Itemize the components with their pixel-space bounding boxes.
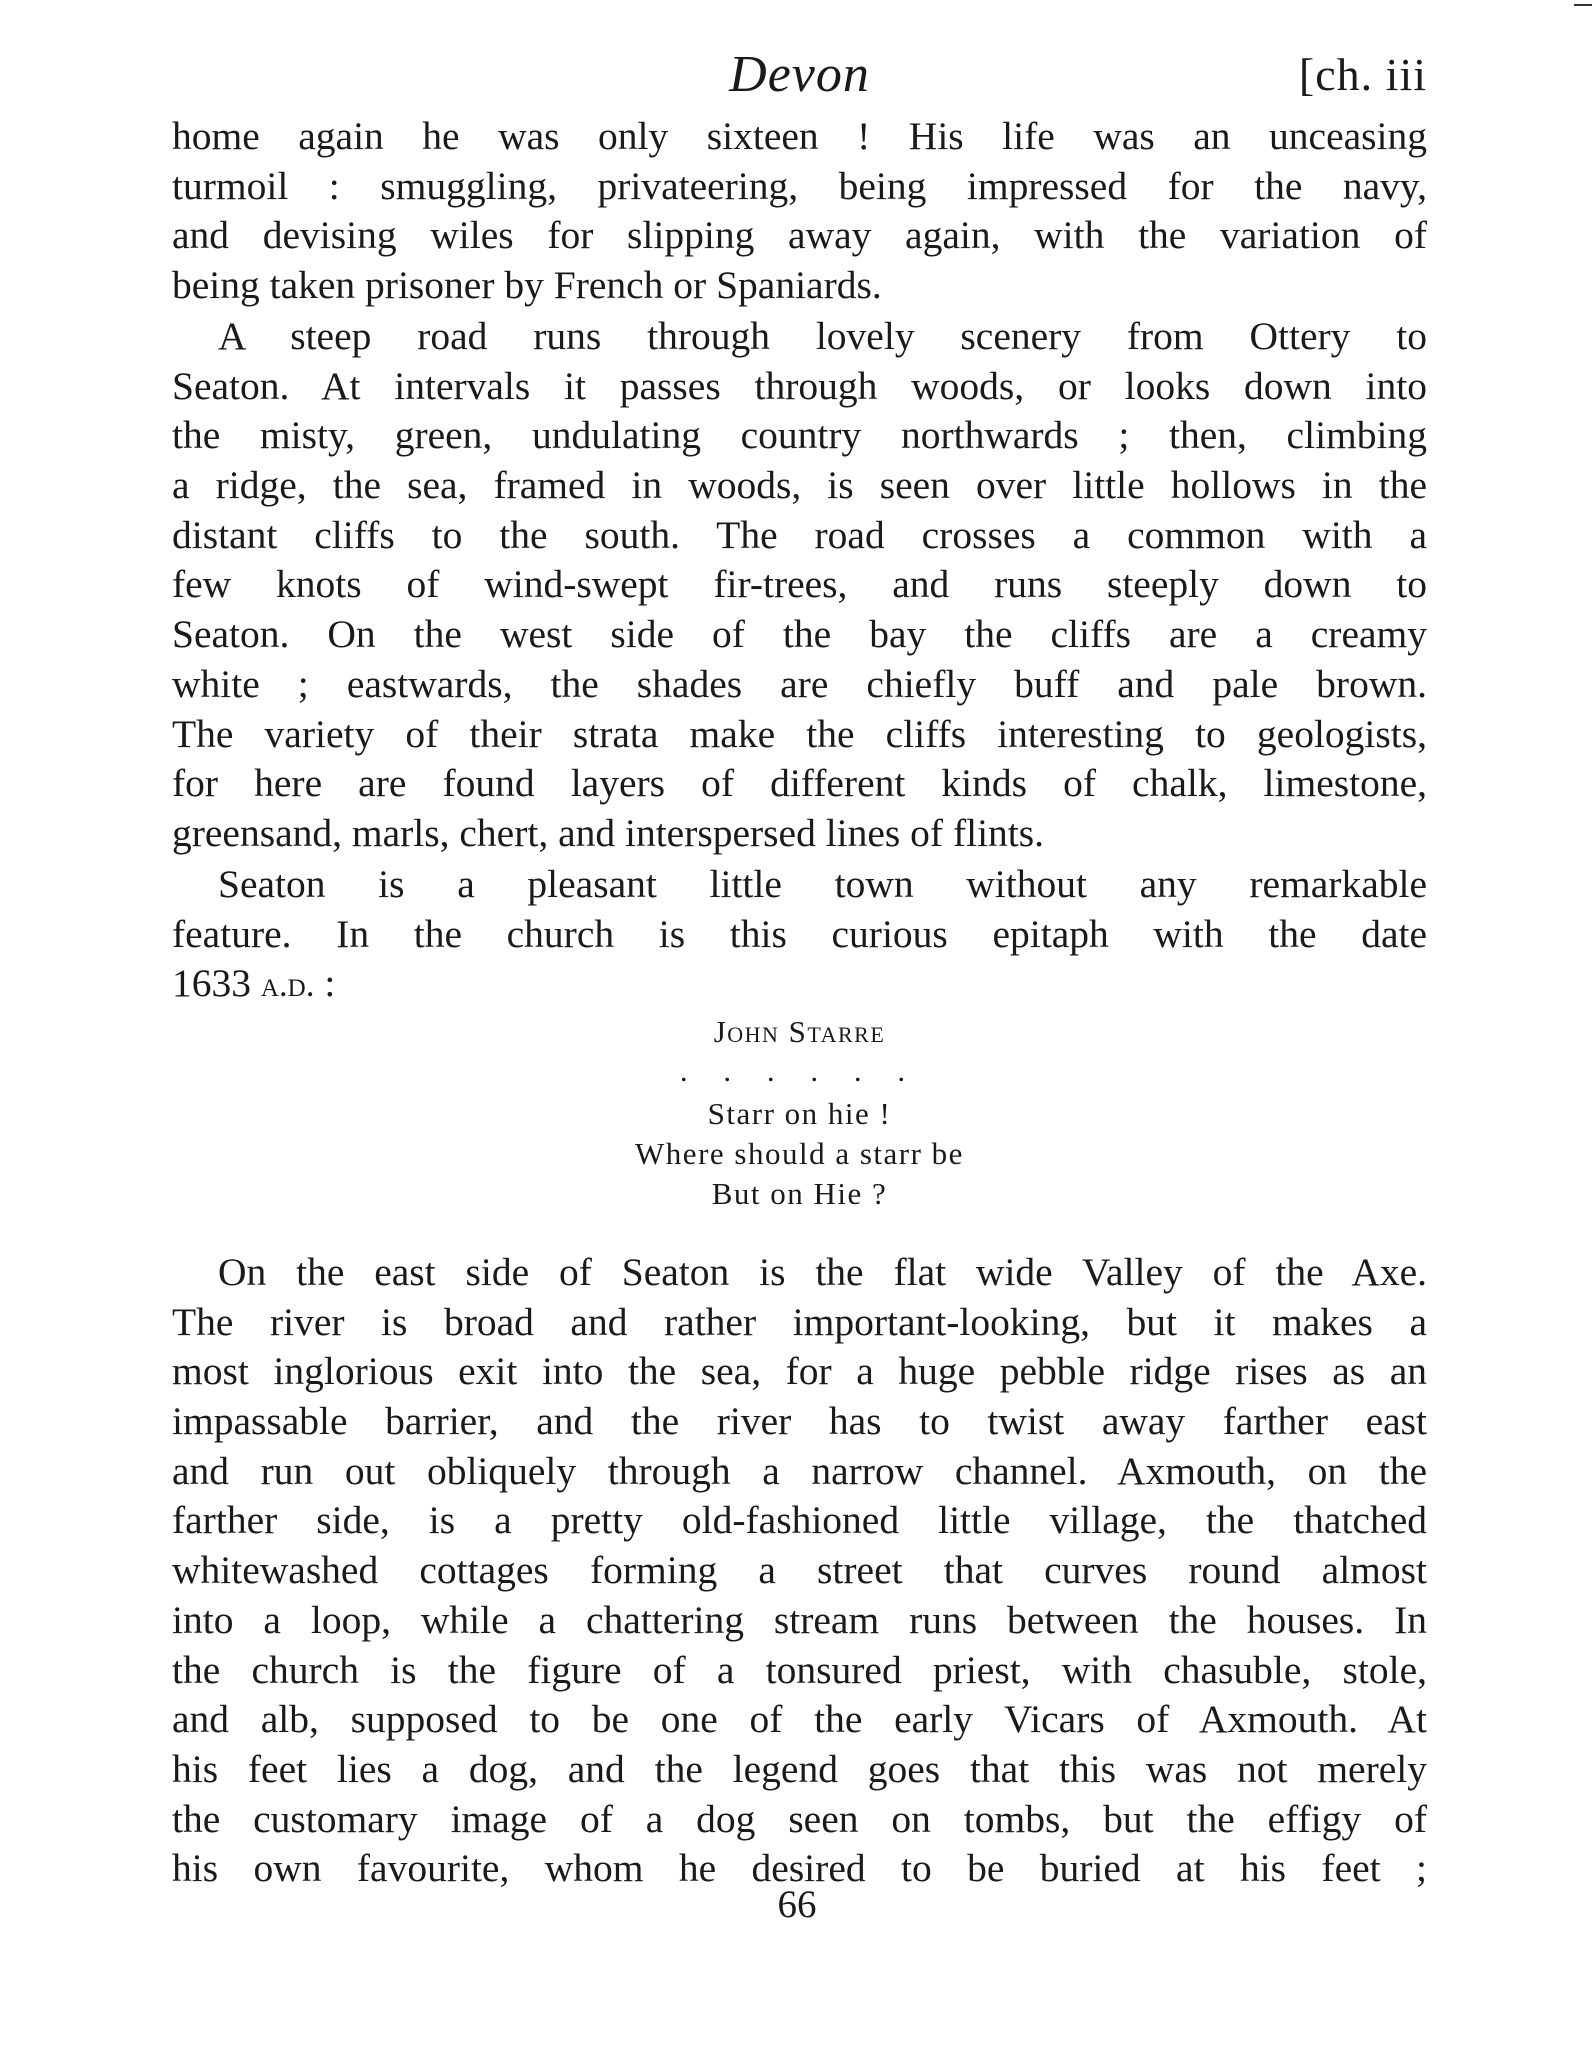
- text-line: distant cliffs to the south. The road crosses a common with a: [172, 512, 1427, 557]
- text-line: white ; eastwards, the shades are chiefly buff and pale brown.: [172, 661, 1427, 706]
- text-line: his feet lies a dog, and the legend goes that this was not merely: [172, 1746, 1427, 1791]
- text-line: for here are found layers of different kinds of chalk, limestone,: [172, 761, 1427, 806]
- page-number: 66: [777, 1883, 817, 1926]
- text-line: the customary image of a dog seen on tombs, but the effigy of: [172, 1796, 1427, 1841]
- text-line: being taken prisoner by French or Spaniards.: [172, 263, 882, 308]
- paragraph-2: [172, 312, 1427, 859]
- text-line: his own favourite, whom he desired to be buried at his feet ;: [172, 1846, 1427, 1891]
- text-line: and devising wiles for slipping away again, with the variation of: [172, 213, 1427, 258]
- ellipsis-dots: . . . . . .: [679, 1053, 920, 1088]
- paragraph-1: [172, 112, 1427, 311]
- corner-scan-mark: [1574, 4, 1592, 6]
- text-line: Seaton is a pleasant little town without any remarkable: [218, 862, 1427, 906]
- epitaph-name: John Starre: [713, 1014, 886, 1049]
- running-header: [172, 40, 1427, 110]
- era-abbreviation: a.d.: [260, 965, 315, 1005]
- text-line: few knots of wind-swept fir-trees, and runs steeply down to: [172, 562, 1427, 607]
- text-line: impassable barrier, and the river has to twist away farther east: [172, 1399, 1427, 1444]
- text-line: On the east side of Seaton is the flat wide Valley of the Axe.: [218, 1250, 1427, 1294]
- text-line: into a loop, while a chattering stream runs between the houses. In: [172, 1597, 1427, 1642]
- chapter-reference: [ch. iii: [1298, 49, 1427, 100]
- text-line: the misty, green, undulating country northwards ; then, climbing: [172, 413, 1427, 458]
- text-line: feature. In the church is this curious epitaph with the date: [172, 911, 1427, 956]
- epitaph-block: [172, 1012, 1427, 1214]
- text-line: Seaton. At intervals it passes through woods, or looks down into: [172, 363, 1427, 408]
- text-line: a ridge, the sea, framed in woods, is seen over little hollows in the: [172, 463, 1427, 508]
- epitaph-verse-line: Starr on hie !: [707, 1096, 892, 1131]
- text-line: A steep road runs through lovely scenery from Ottery to: [218, 314, 1427, 358]
- running-title: Devon: [729, 46, 870, 103]
- text-line: Seaton. On the west side of the bay the cliffs are a creamy: [172, 612, 1427, 657]
- epitaph-year: 1633: [172, 961, 251, 1006]
- epitaph-verse-line: But on Hie ?: [711, 1176, 888, 1211]
- text-line: The variety of their strata make the cliffs interesting to geologists,: [172, 711, 1427, 756]
- colon: :: [314, 961, 336, 1006]
- text-line: the church is the figure of a tonsured priest, with chasuble, stole,: [172, 1647, 1427, 1692]
- paragraph-4: [172, 1248, 1427, 1894]
- text-line: home again he was only sixteen ! His life was an unceasing: [172, 114, 1427, 158]
- text-line: turmoil : smuggling, privateering, being impressed for the navy,: [172, 163, 1427, 208]
- text-line: farther side, is a pretty old-fashioned little village, the thatched: [172, 1498, 1427, 1543]
- text-line: and run out obliquely through a narrow channel. Axmouth, on the: [172, 1448, 1427, 1493]
- text-line: greensand, marls, chert, and interspersed lines of flints.: [172, 810, 1045, 855]
- text-line: The river is broad and rather important-looking, but it makes a: [172, 1299, 1427, 1344]
- text-line: [172, 959, 1427, 1009]
- paragraph-3: [172, 860, 1427, 1009]
- text-line: whitewashed cottages forming a street that curves round almost: [172, 1548, 1427, 1593]
- text-line: and alb, supposed to be one of the early Vicars of Axmouth. At: [172, 1697, 1427, 1742]
- text-line: most inglorious exit into the sea, for a huge pebble ridge rises as an: [172, 1349, 1427, 1394]
- epitaph-verse-line: Where should a starr be: [635, 1136, 964, 1171]
